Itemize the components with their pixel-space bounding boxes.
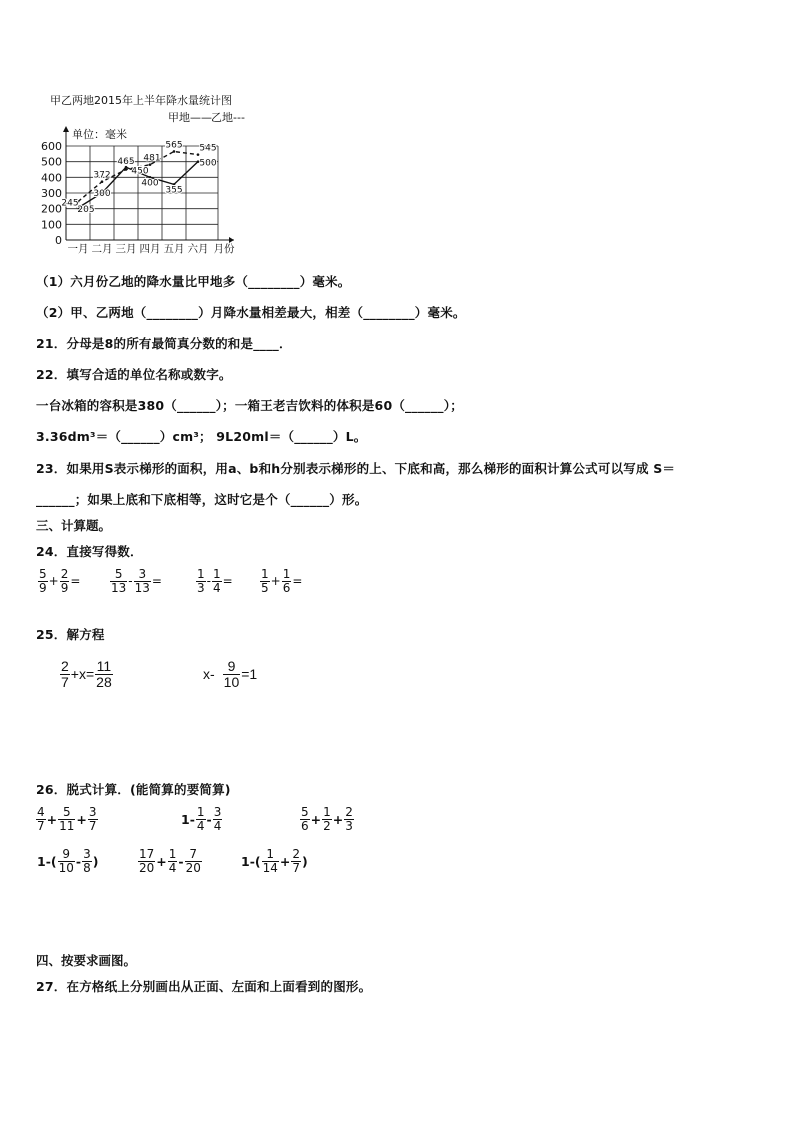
q23-line1: 23．如果用S表示梯形的面积，用a、b和h分别表示梯形的上、下底和高，那么梯形的面积计算公式可以写成 S＝	[36, 461, 676, 476]
fraction: $\frac{2}{7}$	[61, 658, 69, 690]
data-label: 372	[93, 170, 111, 181]
q26-expr-4: 1-( $\frac{9}{10}$ - $\frac{3}{8}$ )	[37, 847, 99, 875]
fraction: $\frac{5}{9}$	[39, 567, 47, 595]
fraction: $\frac{5}{11}$	[59, 805, 75, 833]
q24-item-1: $\frac{5}{9}$ + $\frac{2}{9}$ =	[39, 567, 81, 595]
x-tick-label: 二月	[91, 243, 113, 255]
q22-title: 22．填写合适的单位名称或数字。	[36, 367, 232, 382]
y-tick-label: 300	[41, 187, 62, 200]
rainfall-line-chart	[30, 120, 270, 260]
data-point	[101, 180, 104, 183]
data-point	[125, 168, 128, 171]
q25-equation-1: $\frac{2}{7}$ +x= $\frac{11}{28}$	[61, 658, 112, 690]
q27: 27．在方格纸上分别画出从正面、左面和上面看到的图形。	[36, 979, 372, 994]
q26-expr-3: $\frac{5}{6}$ + $\frac{1}{2}$ + $\frac{2}{3}$	[301, 805, 353, 833]
q26-title: 26．脱式计算．(能简算的要简算)	[36, 782, 231, 797]
data-label: 565	[165, 140, 183, 151]
fraction: $\frac{1}{6}$	[282, 567, 291, 595]
q24-item-4: $\frac{1}{5}$ + $\frac{1}{6}$ =	[261, 567, 303, 595]
fraction: $\frac{4}{7}$	[37, 805, 45, 833]
q20-part1: （1）六月份乙地的降水量比甲地多（________）毫米。	[36, 274, 351, 289]
data-label: 465	[117, 157, 135, 168]
legend-jia: 甲地——	[168, 111, 212, 124]
section-3-heading: 三、计算题。	[36, 518, 112, 533]
x-tick-label: 三月	[115, 243, 137, 255]
fraction: $\frac{1}{4}$	[212, 567, 221, 595]
fraction: $\frac{1}{5}$	[261, 567, 269, 595]
fraction: $\frac{7}{20}$	[185, 847, 201, 875]
y-tick-label: 400	[41, 171, 62, 185]
q26-expr-1: $\frac{4}{7}$ + $\frac{5}{11}$ + $\frac{3}{7}$	[37, 805, 97, 833]
data-point	[197, 153, 200, 156]
q24-title: 24．直接写得数．	[36, 544, 143, 559]
q23-line2: ______；如果上底和下底相等，这时它是个（______）形。	[36, 492, 368, 507]
x-tick-label: 五月	[163, 243, 185, 255]
data-label: 245	[61, 198, 79, 209]
q26-expr-2: 1- $\frac{1}{4}$ - $\frac{3}{4}$	[181, 805, 222, 833]
fraction: $\frac{5}{13}$	[111, 567, 127, 595]
q26-expr-5: $\frac{17}{20}$ + $\frac{1}{4}$ - $\frac{7}{20}$	[139, 847, 201, 875]
data-label: 300	[93, 189, 111, 199]
x-tick-label: 四月	[139, 243, 161, 255]
fraction: $\frac{3}{7}$	[88, 805, 97, 833]
y-tick-label: 100	[41, 218, 62, 232]
chart-title: 甲乙两地2015年上半年降水量统计图	[50, 94, 232, 107]
q26-expr-6: 1-( $\frac{1}{14}$ + $\frac{2}{7}$ )	[241, 847, 308, 875]
fraction: $\frac{9}{10}$	[58, 847, 74, 875]
q24-item-3: $\frac{1}{3}$ - $\frac{1}{4}$ =	[197, 567, 233, 595]
q25-equation-2: x- $\frac{9}{10}$ =1	[203, 658, 258, 690]
data-label: 450	[131, 166, 149, 177]
fraction: $\frac{2}{9}$	[60, 567, 69, 595]
y-tick-label: 200	[41, 202, 62, 216]
q21: 21．分母是8的所有最简真分数的和是____．	[36, 336, 292, 351]
data-label: 355	[165, 185, 183, 196]
fraction: $\frac{3}{4}$	[213, 805, 222, 833]
q22-line1: 一台冰箱的容积是380（______）；一箱王老吉饮料的体积是60（______）；	[36, 398, 463, 413]
x-axis-label: 月份	[213, 243, 235, 255]
data-label: 545	[199, 143, 217, 154]
q20-part2: （2）甲、乙两地（________）月降水量相差最大，相差（________）毫米。	[36, 305, 466, 320]
fraction: $\frac{1}{2}$	[323, 805, 331, 833]
y-tick-label: 600	[41, 140, 62, 153]
fraction: $\frac{1}{4}$	[168, 847, 177, 875]
q22-line2: 3.36dm³＝（______）cm³； 9L20ml＝（______）L。	[36, 429, 367, 444]
section-4-heading: 四、按要求画图。	[36, 953, 137, 968]
fraction: $\frac{3}{8}$	[83, 847, 91, 875]
fraction: $\frac{3}{13}$	[134, 567, 150, 595]
legend-yi: 乙地---	[211, 111, 245, 124]
data-point	[149, 163, 152, 166]
fraction: $\frac{17}{20}$	[139, 847, 155, 875]
fraction: $\frac{9}{10}$	[223, 658, 240, 690]
x-tick-label: 六月	[187, 243, 209, 255]
data-label: 481	[143, 153, 161, 164]
data-label: 400	[141, 178, 159, 189]
fraction: $\frac{2}{7}$	[292, 847, 301, 875]
fraction: $\frac{2}{3}$	[345, 805, 353, 833]
y-axis-arrow	[63, 126, 69, 132]
y-axis-label: 单位：毫米	[72, 128, 127, 141]
x-tick-label: 一月	[67, 243, 89, 255]
fraction: $\frac{1}{3}$	[197, 567, 205, 595]
data-label: 205	[77, 204, 95, 215]
q24-item-2: $\frac{5}{13}$ - $\frac{3}{13}$ =	[111, 567, 162, 595]
data-point	[173, 150, 176, 153]
fraction: $\frac{11}{28}$	[96, 658, 112, 690]
y-tick-label: 500	[41, 155, 62, 169]
fraction: $\frac{5}{6}$	[301, 805, 309, 833]
fraction: $\frac{1}{4}$	[196, 805, 205, 833]
data-label: 500	[199, 158, 217, 169]
fraction: $\frac{1}{14}$	[262, 847, 278, 875]
q25-title: 25．解方程	[36, 627, 105, 642]
y-tick-label: 0	[55, 234, 62, 247]
